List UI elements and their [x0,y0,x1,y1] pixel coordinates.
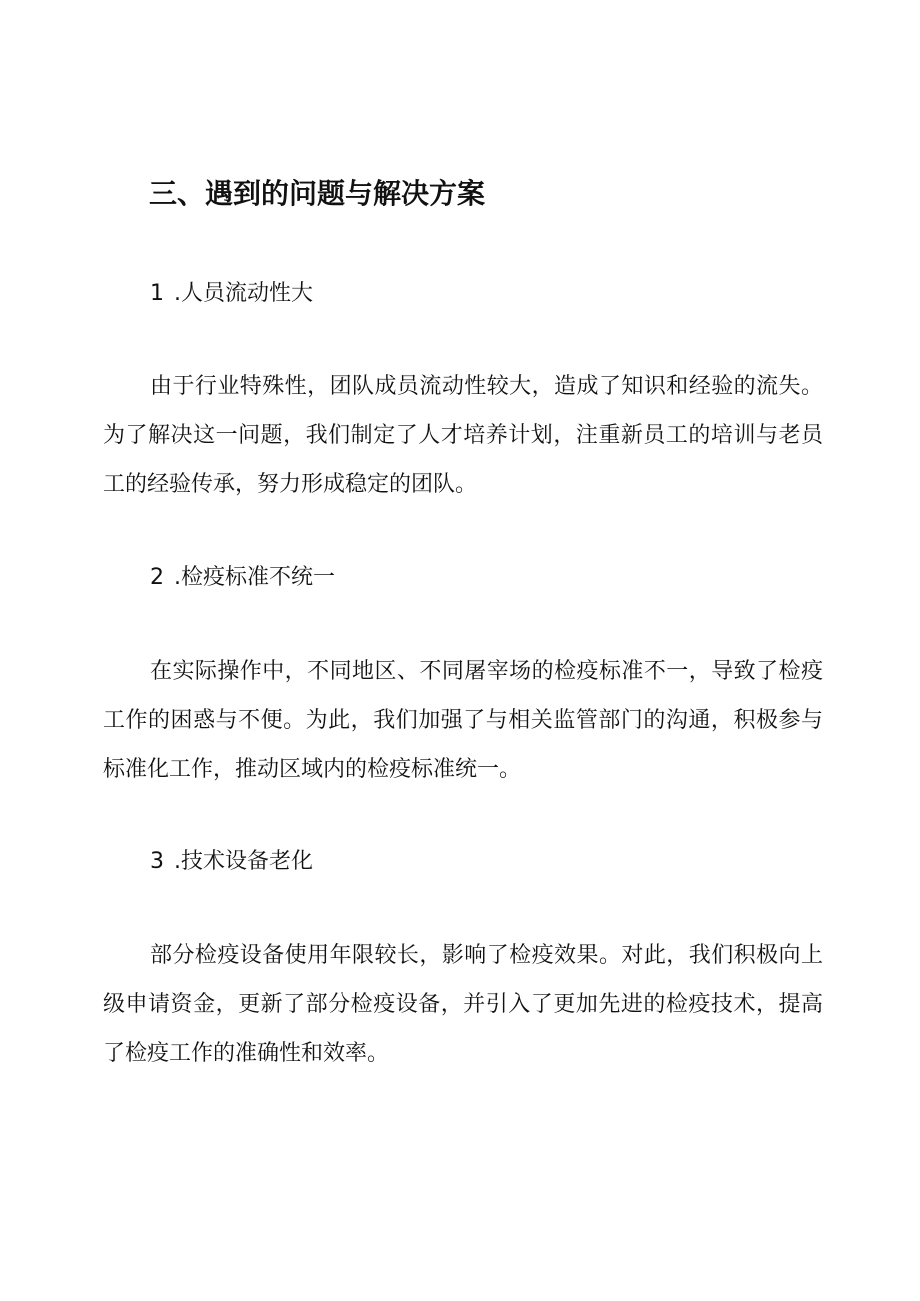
item-number-2: 2 [150,565,164,590]
item-heading-text-2: .检疫标准不统一 [174,565,335,590]
item-heading-2 [150,561,335,595]
item-heading-text-1: .人员流动性大 [174,281,313,306]
item-number-3: 3 [150,849,164,874]
item-paragraph-3: 部分检疫设备使用年限较长，影响了检疫效果。对此，我们积极向上级申请资金，更新了部分检疫设备，并引入了更加先进的检疫技术，提高了检疫工作的准确性和效率。 [103,943,823,1066]
item-heading-text-3: .技术设备老化 [174,849,313,874]
item-paragraph-1: 由于行业特殊性，团队成员流动性较大，造成了知识和经验的流失。为了解决这一问题，我们制定了人才培养计划，注重新员工的培训与老员工的经验传承，努力形成稳定的团队。 [103,374,823,497]
section-title: 三、遇到的问题与解决方案 [149,177,486,210]
item-heading-3 [150,845,313,879]
item-paragraph-2: 在实际操作中，不同地区、不同屠宰场的检疫标准不一，导致了检疫工作的困惑与不便。为此，我们加强了与相关监管部门的沟通，积极参与标准化工作，推动区域内的检疫标准统一。 [103,659,823,782]
item-heading-1 [150,277,313,311]
item-number-1: 1 [150,281,164,306]
